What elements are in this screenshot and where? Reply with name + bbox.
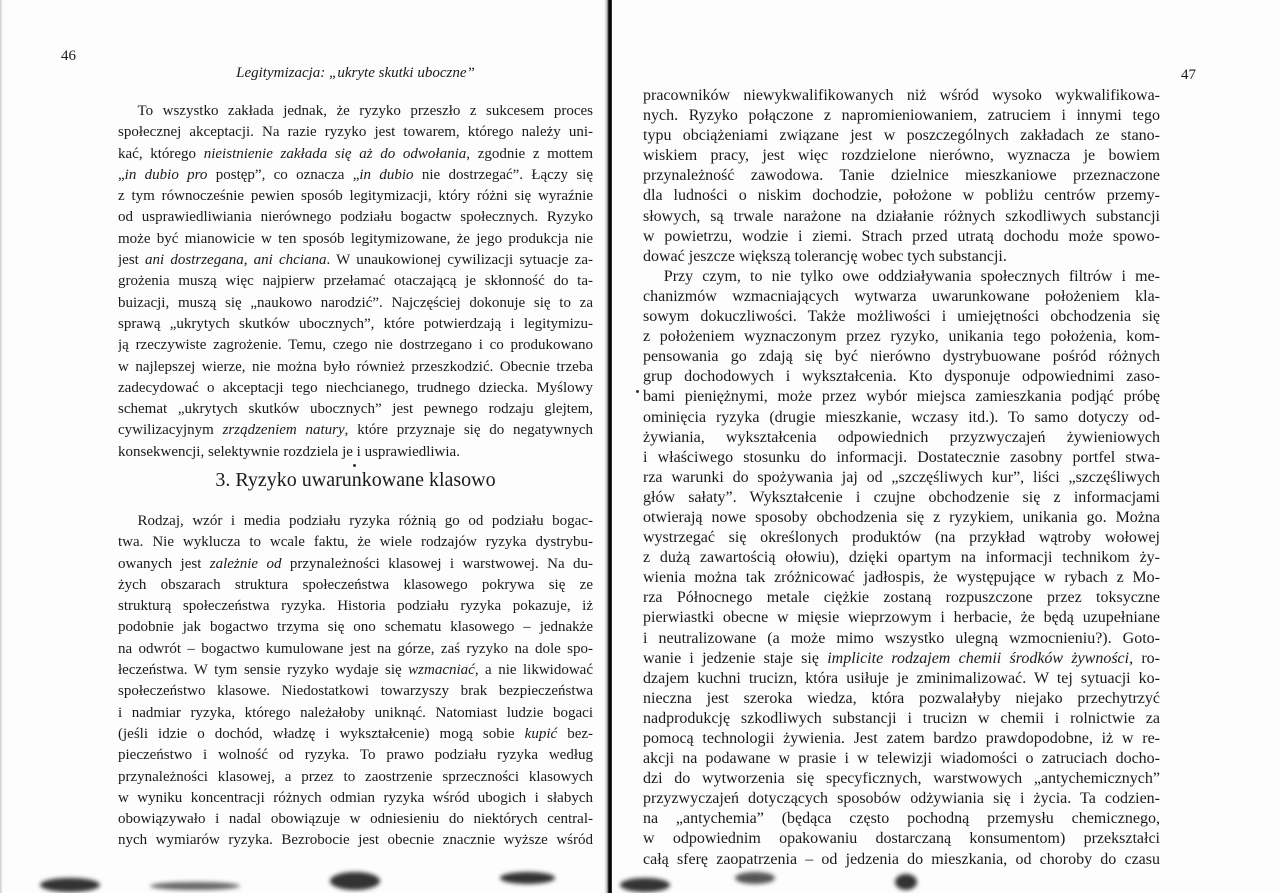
italic-text: kupić xyxy=(524,725,558,742)
text-line xyxy=(118,250,593,271)
text-segment: . W unaukowionej cywilizacji sytuacje za- xyxy=(326,252,593,269)
text-line xyxy=(118,681,593,702)
text-segment: strukturą społeczeństwa ryzyka. Historia podziału ryzyka pokazuje, iż xyxy=(118,598,593,615)
text-line xyxy=(643,608,1160,628)
italic-text: ani dostrzegana, ani chciana xyxy=(145,252,327,269)
text-segment: wienia można tak zróżnicować jadłospis, że występujące w rybach z Mo- xyxy=(643,569,1160,587)
text-segment: dować jeszcze większą tolerancję wobec tych substancji. xyxy=(643,247,1007,265)
scan-speck xyxy=(636,390,639,393)
scan-smudge xyxy=(40,878,100,892)
text-line xyxy=(118,101,593,122)
paragraph xyxy=(118,511,593,852)
text-segment: od usprawiedliwiania nierównego podziału bogactw społecznych. Ryzyko xyxy=(118,209,593,226)
text-segment: wiskiem pracy, jest więc rozdzielone nierówno, wyznacza je bowiem xyxy=(643,147,1160,165)
text-line xyxy=(118,511,593,532)
text-line xyxy=(643,749,1160,769)
text-line xyxy=(118,575,593,596)
text-segment: Przy czym, to nie tylko owe oddziaływania społecznych filtrów i me- xyxy=(663,267,1160,285)
text-line xyxy=(643,287,1160,307)
text-segment: pensowania go zdają się być nierówno dystrybuowane pośród różnych xyxy=(643,348,1160,366)
text-segment: rza Północnego metale ciężkie zostaną rozpuszczone przez toksyczne xyxy=(643,589,1160,607)
text-segment: , ro- xyxy=(1129,649,1160,667)
text-line xyxy=(118,229,593,250)
text-line xyxy=(643,508,1160,528)
text-segment: słowych, są trwale narażone na działanie różnych szkodliwych substancji xyxy=(643,207,1160,225)
text-segment: społecznej akceptacji. Na razie ryzyko jest towarem, którego należy uni- xyxy=(118,124,593,141)
text-segment: nie dostrzegać”. Łączy się xyxy=(413,166,593,183)
text-line xyxy=(118,442,593,463)
text-line xyxy=(118,399,593,420)
text-line xyxy=(643,729,1160,749)
text-segment: całą sferę zaopatrzenia – od jedzenia do mieszkania, od choroby do czasu xyxy=(643,850,1160,868)
text-segment: buizacji, muszą się „naukowo narodzić”. Najczęściej dokonuje się to za xyxy=(118,294,593,311)
text-segment: sprawą „ukrytych skutków ubocznych”, które potwierdzają i legitymizu- xyxy=(118,315,593,332)
text-line xyxy=(118,554,593,575)
text-segment: kać, którego xyxy=(118,145,204,162)
text-segment: Rodzaj, wzór i media podziału ryzyka różnią go od podziału bogac- xyxy=(137,513,593,529)
text-line xyxy=(118,122,593,143)
text-line xyxy=(643,207,1160,227)
text-line xyxy=(643,327,1160,347)
text-segment: społeczeństwo klasowe. Niedostatkowi towarzyszy brak bezpieczeństwa xyxy=(118,683,593,700)
text-line xyxy=(118,532,593,553)
text-line xyxy=(118,660,593,681)
text-line xyxy=(643,146,1160,166)
page-edge-shadow xyxy=(0,0,3,893)
text-segment: na odwrót – bogactwo kumulowane jest na górze, zaś ryzyko na dole spo- xyxy=(118,640,593,657)
text-line xyxy=(643,408,1160,428)
text-line xyxy=(643,769,1160,789)
text-line xyxy=(118,703,593,724)
scan-smudge xyxy=(150,882,240,890)
text-line xyxy=(118,724,593,745)
text-segment: pierwiastki obecne w mięsie wieprzowym i herbacie, że będą uzupełniane xyxy=(643,609,1160,627)
italic-text: zrządzeniem natury xyxy=(222,422,345,439)
text-segment: wanie i jedzenie staje się xyxy=(643,649,828,667)
text-segment: twa. Nie wyklucza to wcale faktu, że wiele rodzajów ryzyka dystrybu- xyxy=(118,534,593,551)
text-segment: (jeśli idzie o dochód, władzę i wykształcenie) mogą sobie xyxy=(118,725,525,742)
text-line xyxy=(118,271,593,292)
text-segment: żywiania, wykształcenia odpowiednich przyzwyczajeń żywieniowych xyxy=(643,428,1160,446)
text-segment: dzajem kuchni trucizn, która usiłuje je zminimalizować. W tej sytuacji ko- xyxy=(643,669,1160,687)
text-segment: bami pieniężnymi, może przez wybór miejsca zamieszkania podjąć próbę xyxy=(643,388,1160,406)
text-segment: i nadmiar ryzyka, którego należałoby uniknąć. Natomiast ludzie bogaci xyxy=(118,704,593,721)
text-segment: łeczeństwa. W tym sensie ryzyko wydaje się xyxy=(118,662,409,679)
text-segment: nadprodukcję szkodliwych substancji i trucizn w chemii i rolnictwie za xyxy=(643,709,1160,727)
scan-smudge xyxy=(500,872,555,884)
section-heading: 3. Ryzyko uwarunkowane klasowo xyxy=(215,469,496,491)
text-line xyxy=(643,347,1160,367)
text-segment: i neutralizowane (a może mimo wszystko ulegną wzmocnieniu?). Goto- xyxy=(643,629,1160,647)
text-segment: jest xyxy=(118,252,146,269)
text-line xyxy=(643,588,1160,608)
text-line xyxy=(643,227,1160,247)
text-segment: zadecydować o akceptacji tego niechcianego, trudnego dziecka. Myślowy xyxy=(118,379,593,396)
text-line xyxy=(118,335,593,356)
text-line xyxy=(643,86,1160,106)
text-line xyxy=(643,629,1160,649)
text-segment: chanizmów wzmacniających wytwarza uwarunkowane położeniem kla- xyxy=(643,287,1160,305)
italic-text: in dubio pro xyxy=(124,166,208,183)
text-line xyxy=(118,165,593,186)
text-segment: sowym dokuczliwości. Także możliwości i umiejętności obchodzenia się xyxy=(643,308,1160,326)
text-segment: dzi do wytworzenia się specyficznych, warstwowych „antychemicznych” xyxy=(643,770,1160,788)
text-line xyxy=(118,745,593,766)
text-segment: na „antychemia” (będąca często pochodną przemysłu chemicznego, xyxy=(643,810,1160,828)
text-line xyxy=(643,649,1160,669)
text-segment: z tym równocześnie pewien sposób legitymizacji, który różni się wyraźnie xyxy=(118,188,593,205)
text-line xyxy=(643,267,1160,287)
text-line xyxy=(643,809,1160,829)
scan-smudge xyxy=(620,878,670,892)
italic-text: zależnie od xyxy=(209,555,282,572)
text-line xyxy=(643,850,1160,870)
text-line xyxy=(643,448,1160,468)
page-number-left: 46 xyxy=(61,48,76,64)
text-line xyxy=(643,528,1160,548)
text-segment: z położeniem wyznaczonym przez ryzyko, unikania tego położenia, kom- xyxy=(643,328,1160,346)
text-segment: pomocą technologii żywienia. Jest zatem bardzo prawdopodobne, iż w re- xyxy=(643,730,1160,747)
text-line xyxy=(643,669,1160,689)
text-line xyxy=(118,809,593,830)
text-line xyxy=(643,548,1160,568)
text-segment: głów sałaty”. Wykształcenie i czujne obchodzenie się z informacjami xyxy=(643,488,1160,506)
text-segment: postęp”, co oznacza „ xyxy=(207,166,360,183)
text-segment: przynależność zawodowa. Tanie dzielnice mieszkaniowe przeznaczone xyxy=(643,167,1160,185)
text-segment: i właściwego stosunku do informacji. Dostatecznie zasobny portfel stwa- xyxy=(643,448,1160,466)
text-segment: konsekwencji, selektywnie rozdziela je i usprawiedliwia. xyxy=(118,443,460,460)
text-segment: nieczna jest szeroka wiedza, która pozwalałyby niejako przechytrzyć xyxy=(643,689,1160,707)
text-segment: To wszystko zakłada jednak, że ryzyko przeszło z sukcesem proces xyxy=(137,103,593,119)
text-line xyxy=(643,126,1160,146)
text-line xyxy=(118,357,593,378)
text-segment: w wyniku koncentracji różnych odmian ryzyka wśród ubogich i słabych xyxy=(118,789,593,806)
text-line xyxy=(643,568,1160,588)
text-segment: obowiązywało i nadal obowiązuje w odniesieniu do niektórych central- xyxy=(118,811,593,828)
text-line xyxy=(118,144,593,165)
text-segment: wystrzegać się określonych produktów (na przykład wątroby wołowej xyxy=(643,529,1160,547)
text-segment: pieczeństwo i wolność od ryzyka. To prawo podziału ryzyka według xyxy=(118,747,593,764)
text-segment: bez- xyxy=(557,725,593,742)
text-line xyxy=(643,428,1160,448)
text-segment: schemat „ukrytych skutków ubocznych” jest pewnego rodzaju glejtem, xyxy=(118,401,593,418)
italic-text: wzmacniać xyxy=(408,662,475,679)
text-segment: ją rzeczywiste zagrożenie. Temu, czego nie dostrzegano i co produkowano xyxy=(118,337,593,354)
text-line xyxy=(118,830,593,851)
text-line xyxy=(643,387,1160,407)
text-line xyxy=(643,829,1160,849)
text-segment: nych wymiarów ryzyka. Bezrobocie jest obecnie znacznie wyższe wśród xyxy=(118,832,593,849)
text-line xyxy=(118,186,593,207)
text-segment: typu obciążeniami związane jest w poszczególnych zakładach ze stano- xyxy=(643,127,1160,145)
text-segment: , a nie likwidować xyxy=(474,662,593,679)
text-line xyxy=(643,468,1160,488)
text-line xyxy=(643,186,1160,206)
text-segment: owanych jest xyxy=(118,555,210,572)
text-segment: grup dochodowych i wykształcenia. Kto dysponuje odpowiednimi zaso- xyxy=(643,368,1160,386)
scan-smudge xyxy=(895,874,917,890)
text-segment: ominięcia ryzyka (drugie mieszkanie, wczasy itd.). To samo dotyczy od- xyxy=(643,408,1160,426)
text-segment: w najlepszej wierze, nie można było również przeszkodzić. Obecnie trzeba xyxy=(118,358,593,375)
text-line xyxy=(118,293,593,314)
scan-speck xyxy=(353,464,356,467)
text-line xyxy=(643,488,1160,508)
text-segment: podobnie jak bogactwo trzyma się ono schematu klasowego – jednakże xyxy=(118,619,593,636)
text-segment: rza warunki do spożywania jaj od „szczęśliwych kur”, liści „szczęśliwych xyxy=(643,468,1160,486)
text-line xyxy=(643,106,1160,126)
text-line xyxy=(643,166,1160,186)
text-segment: przynależności klasowej i warstwowej. Na du- xyxy=(281,555,593,572)
text-segment: w odpowiednim opakowaniu dostarczaną konsumentom) przekształci xyxy=(643,830,1160,848)
text-segment: , zgodnie z mottem xyxy=(466,145,593,162)
text-segment: pracowników niewykwalifikowanych niż wśród wysoko wykwalifikowa- xyxy=(643,87,1160,104)
text-line xyxy=(118,617,593,638)
paragraph xyxy=(643,86,1160,870)
text-line xyxy=(643,689,1160,709)
text-segment: cywilizacyjnym xyxy=(118,422,223,439)
text-line xyxy=(643,789,1160,809)
text-line xyxy=(118,378,593,399)
italic-text: in dubio xyxy=(359,166,414,183)
running-head: Legitymizacja: „ukryte skutki uboczne” xyxy=(236,65,475,81)
text-line xyxy=(118,639,593,660)
text-line xyxy=(118,314,593,335)
text-segment: akcji na podawane w prasie i w telewizji wiadomości o zatruciach docho- xyxy=(643,750,1160,768)
text-line xyxy=(118,207,593,228)
text-segment: nych. Ryzyko połączone z napromieniowaniem, zatruciem i innymi tego xyxy=(643,107,1160,125)
text-line xyxy=(118,420,593,441)
text-line xyxy=(118,788,593,809)
text-segment: przyzwyczajeń dotyczących sposobów odżywiania się i życia. Ta codzien- xyxy=(643,790,1160,808)
italic-text: implicite rodzajem chemii środków żywności xyxy=(827,649,1130,667)
text-segment: dla ludności o niskim dochodzie, położone w pobliżu centrów przemy- xyxy=(643,187,1160,205)
text-line xyxy=(643,247,1160,267)
text-line xyxy=(643,307,1160,327)
scan-smudge xyxy=(330,872,380,890)
text-segment: w powietrzu, wodzie i ziemi. Strach przed utratą dochodu może spowo- xyxy=(643,227,1160,245)
text-segment: może być mianowicie w ten sposób legitymizowane, że jego produkcja nie xyxy=(118,230,593,247)
text-segment: otwierają nowe sposoby obchodzenia się z ryzykiem, unikania go. Można xyxy=(643,508,1160,526)
text-line xyxy=(118,596,593,617)
text-segment: grożenia muszą więc najpierw przełamać otaczającą je skłonność do ta- xyxy=(118,273,593,290)
page-number-right: 47 xyxy=(1181,67,1196,83)
text-segment: żych obszarach struktura społeczeństwa klasowego pokrywa się ze xyxy=(118,576,593,593)
text-segment: , które przyznaje się do negatywnych xyxy=(344,422,593,439)
text-segment: z dużą zawartością ołowiu), dzięki opartym na informacji technikom ży- xyxy=(643,549,1160,567)
left-page xyxy=(0,0,608,893)
text-line xyxy=(643,367,1160,387)
text-segment: „ xyxy=(118,166,125,183)
paragraph xyxy=(118,101,593,463)
italic-text: nieistnienie zakłada się aż do odwołania xyxy=(203,145,467,162)
text-line xyxy=(118,767,593,788)
text-line xyxy=(643,709,1160,729)
text-segment: przynależności klasowej, a przez to zaostrzenie sprzeczności klasowych xyxy=(118,768,593,785)
scan-smudge xyxy=(735,872,775,884)
